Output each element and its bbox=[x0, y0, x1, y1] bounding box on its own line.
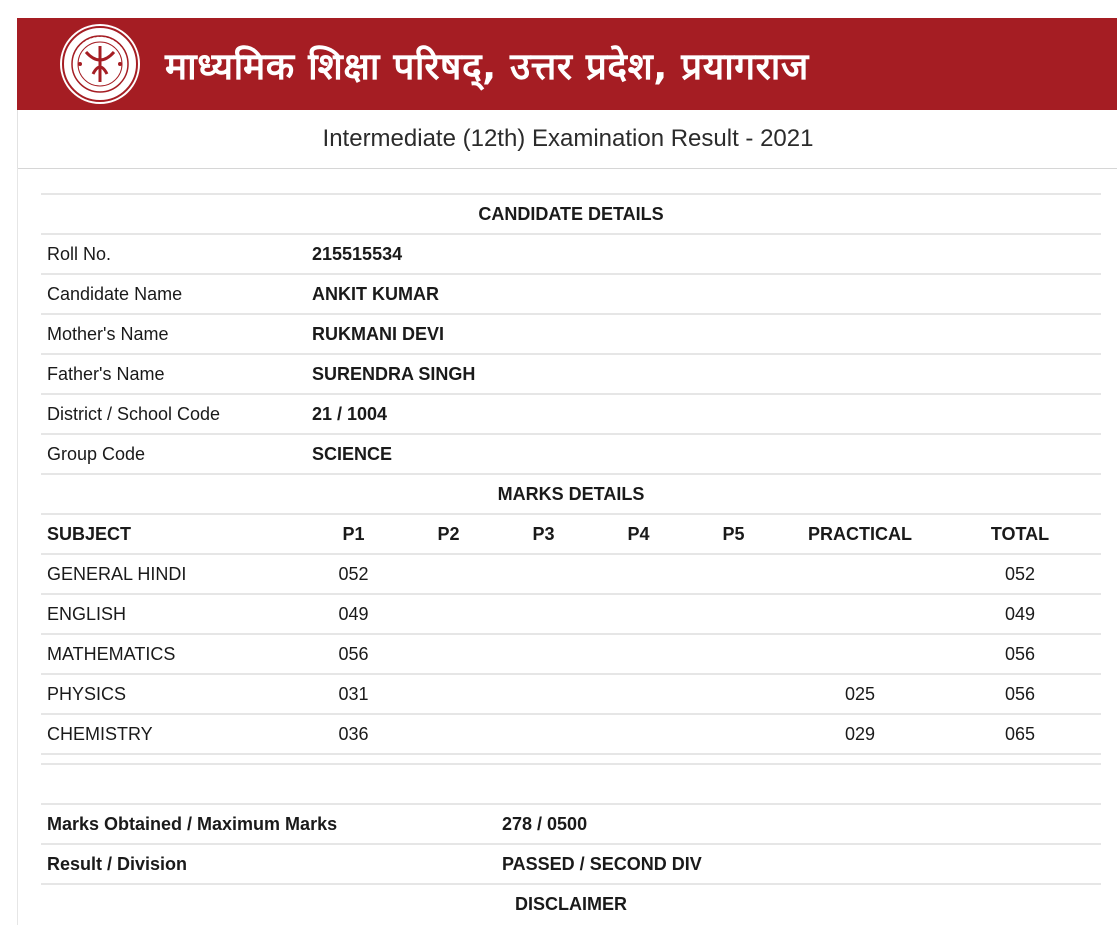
subject-row bbox=[41, 554, 1101, 594]
page-header bbox=[17, 18, 1117, 110]
candidate-details-heading: CANDIDATE DETAILS bbox=[41, 194, 1101, 234]
p3-marks bbox=[496, 714, 591, 754]
result-content bbox=[41, 193, 1101, 923]
detail-label: Roll No. bbox=[41, 234, 306, 274]
practical-marks: 025 bbox=[781, 674, 939, 714]
p1-marks: 049 bbox=[306, 594, 401, 634]
p2-marks bbox=[401, 674, 496, 714]
detail-row bbox=[41, 234, 1101, 274]
p5-marks bbox=[686, 674, 781, 714]
disclaimer-row bbox=[41, 884, 1101, 923]
detail-label: Mother's Name bbox=[41, 314, 306, 354]
practical-marks bbox=[781, 554, 939, 594]
district-school-code-value: 21 / 1004 bbox=[306, 394, 1101, 434]
detail-label: Candidate Name bbox=[41, 274, 306, 314]
candidate-name-value: ANKIT KUMAR bbox=[306, 274, 1101, 314]
column-header-practical: PRACTICAL bbox=[781, 514, 939, 554]
p4-marks bbox=[591, 674, 686, 714]
p5-marks bbox=[686, 634, 781, 674]
practical-marks bbox=[781, 594, 939, 634]
detail-label: District / School Code bbox=[41, 394, 306, 434]
column-header-p4: P4 bbox=[591, 514, 686, 554]
father-name-value: SURENDRA SINGH bbox=[306, 354, 1101, 394]
total-marks: 056 bbox=[939, 634, 1101, 674]
exam-title: Intermediate (12th) Examination Result - 2021 bbox=[322, 125, 814, 152]
p3-marks bbox=[496, 594, 591, 634]
p4-marks bbox=[591, 714, 686, 754]
detail-row bbox=[41, 354, 1101, 394]
column-header-subject: SUBJECT bbox=[41, 514, 306, 554]
subject-name: MATHEMATICS bbox=[41, 634, 306, 674]
summary-row bbox=[41, 804, 1101, 844]
practical-marks bbox=[781, 634, 939, 674]
subject-row bbox=[41, 674, 1101, 714]
p5-marks bbox=[686, 714, 781, 754]
column-header-p5: P5 bbox=[686, 514, 781, 554]
p1-marks: 036 bbox=[306, 714, 401, 754]
p4-marks bbox=[591, 554, 686, 594]
detail-row bbox=[41, 274, 1101, 314]
mother-name-value: RUKMANI DEVI bbox=[306, 314, 1101, 354]
group-code-value: SCIENCE bbox=[306, 434, 1101, 474]
table-divider bbox=[41, 764, 1101, 804]
column-header-p1: P1 bbox=[306, 514, 401, 554]
p1-marks: 031 bbox=[306, 674, 401, 714]
subject-row bbox=[41, 594, 1101, 634]
detail-label: Group Code bbox=[41, 434, 306, 474]
marks-obtained-label: Marks Obtained / Maximum Marks bbox=[41, 804, 496, 844]
total-marks: 065 bbox=[939, 714, 1101, 754]
total-marks: 049 bbox=[939, 594, 1101, 634]
column-header-total: TOTAL bbox=[939, 514, 1101, 554]
subject-name: GENERAL HINDI bbox=[41, 554, 306, 594]
left-border bbox=[17, 168, 18, 925]
p2-marks bbox=[401, 714, 496, 754]
p1-marks: 056 bbox=[306, 634, 401, 674]
board-logo bbox=[60, 24, 140, 104]
disclaimer-heading: DISCLAIMER bbox=[41, 884, 1101, 923]
detail-label: Father's Name bbox=[41, 354, 306, 394]
result-division-label: Result / Division bbox=[41, 844, 496, 884]
marks-obtained-value: 278 / 0500 bbox=[496, 804, 1101, 844]
detail-row bbox=[41, 394, 1101, 434]
roll-number-value: 215515534 bbox=[306, 234, 1101, 274]
p2-marks bbox=[401, 634, 496, 674]
p1-marks: 052 bbox=[306, 554, 401, 594]
table-divider bbox=[41, 754, 1101, 764]
marks-heading-row bbox=[41, 474, 1101, 514]
subject-row bbox=[41, 634, 1101, 674]
p5-marks bbox=[686, 594, 781, 634]
marks-column-headers bbox=[41, 514, 1101, 554]
p2-marks bbox=[401, 554, 496, 594]
detail-row bbox=[41, 314, 1101, 354]
result-division-value: PASSED / SECOND DIV bbox=[496, 844, 1101, 884]
p2-marks bbox=[401, 594, 496, 634]
subject-row bbox=[41, 714, 1101, 754]
board-title: माध्यमिक शिक्षा परिषद्, उत्तर प्रदेश, प्रयागराज bbox=[165, 44, 809, 88]
p4-marks bbox=[591, 594, 686, 634]
p5-marks bbox=[686, 554, 781, 594]
p3-marks bbox=[496, 674, 591, 714]
marks-details-heading: MARKS DETAILS bbox=[41, 474, 1101, 514]
summary-row bbox=[41, 844, 1101, 884]
subject-name: CHEMISTRY bbox=[41, 714, 306, 754]
candidate-heading-row bbox=[41, 194, 1101, 234]
detail-row bbox=[41, 434, 1101, 474]
p4-marks bbox=[591, 634, 686, 674]
practical-marks: 029 bbox=[781, 714, 939, 754]
exam-title-bar bbox=[17, 110, 1117, 169]
p3-marks bbox=[496, 634, 591, 674]
total-marks: 056 bbox=[939, 674, 1101, 714]
column-header-p2: P2 bbox=[401, 514, 496, 554]
result-table bbox=[41, 193, 1101, 923]
column-header-p3: P3 bbox=[496, 514, 591, 554]
p3-marks bbox=[496, 554, 591, 594]
subject-name: PHYSICS bbox=[41, 674, 306, 714]
total-marks: 052 bbox=[939, 554, 1101, 594]
subject-name: ENGLISH bbox=[41, 594, 306, 634]
seal-icon bbox=[60, 24, 140, 104]
